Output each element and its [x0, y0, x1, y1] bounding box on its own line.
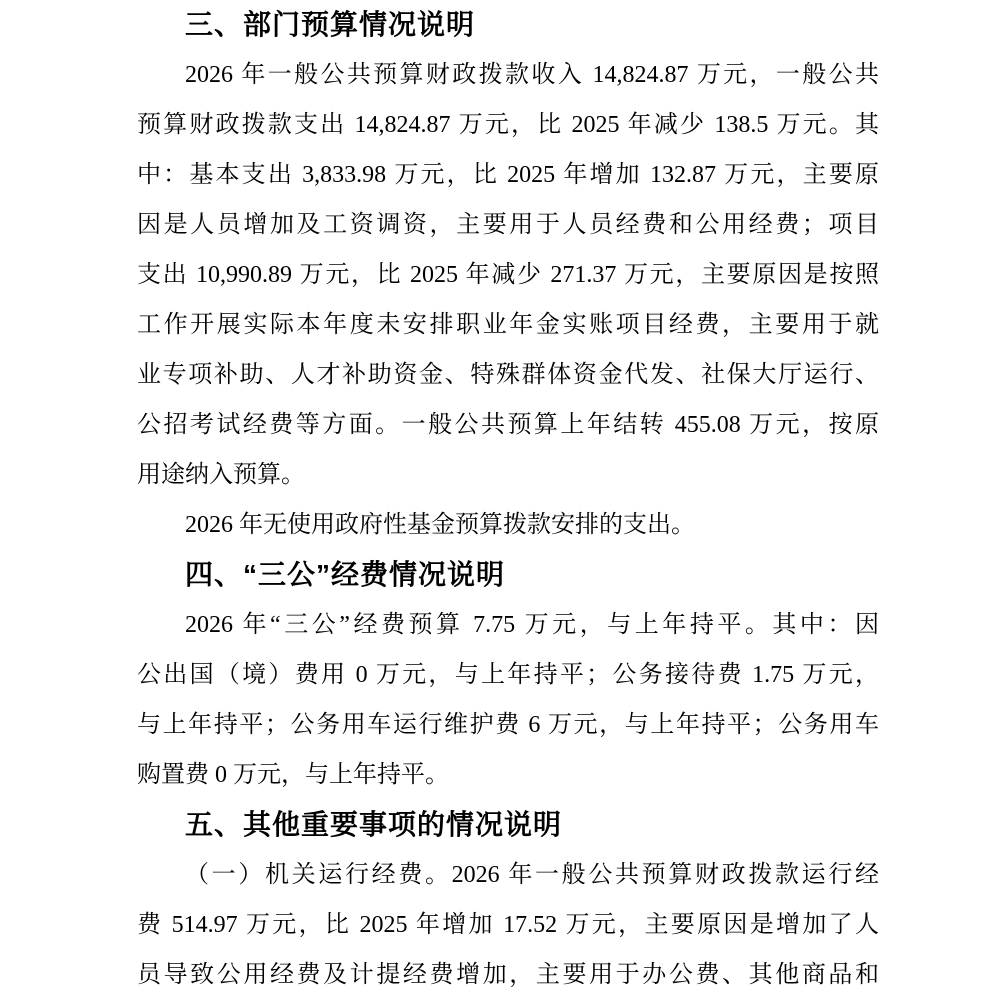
budget-paragraph-line: 用途纳入预算。: [137, 462, 305, 488]
budget-paragraph-line: 中：基本支出 3,833.98 万元，比 2025 年增加 132.87 万元，主要原: [137, 162, 879, 188]
three-public-paragraph-line: 与上年持平；公务用车运行维护费 6 万元，与上年持平；公务用车: [137, 712, 879, 738]
budget-paragraph-line: 工作开展实际本年度未安排职业年金实账项目经费，主要用于就: [137, 312, 879, 338]
three-public-paragraph-line: 购置费 0 万元，与上年持平。: [137, 762, 449, 788]
three-public-paragraph-line: 公出国（境）费用 0 万元，与上年持平；公务接待费 1.75 万元，: [137, 662, 879, 688]
operating-expenses-paragraph-line: （一）机关运行经费。2026 年一般公共预算财政拨款运行经: [185, 862, 879, 888]
section-heading-budget-situation: 三、部门预算情况说明: [185, 9, 476, 40]
operating-expenses-paragraph-line: 员导致公用经费及计提经费增加，主要用于办公费、其他商品和: [137, 962, 879, 988]
budget-paragraph-line: 业专项补助、人才补助资金、特殊群体资金代发、社保大厅运行、: [137, 362, 879, 388]
budget-paragraph-line: 支出 10,990.89 万元，比 2025 年减少 271.37 万元，主要原因是按照: [137, 262, 879, 288]
budget-paragraph-line: 2026 年一般公共预算财政拨款收入 14,824.87 万元，一般公共: [185, 62, 879, 88]
section-heading-three-public-expenses: 四、“三公”经费情况说明: [185, 559, 506, 590]
budget-report-body: [137, 0, 879, 993]
section-heading-other-important-matters: 五、其他重要事项的情况说明: [185, 809, 563, 840]
budget-paragraph-line: 因是人员增加及工资调资，主要用于人员经费和公用经费；项目: [137, 212, 879, 238]
operating-expenses-paragraph-line: 费 514.97 万元，比 2025 年增加 17.52 万元，主要原因是增加了人: [137, 912, 879, 938]
budget-paragraph-line: 预算财政拨款支出 14,824.87 万元，比 2025 年减少 138.5 万元。其: [137, 112, 879, 138]
three-public-paragraph-line: 2026 年“三公”经费预算 7.75 万元，与上年持平。其中：因: [185, 612, 879, 638]
budget-paragraph-line: 公招考试经费等方面。一般公共预算上年结转 455.08 万元，按原: [137, 412, 879, 438]
government-fund-paragraph-line: 2026 年无使用政府性基金预算拨款安排的支出。: [185, 512, 695, 538]
